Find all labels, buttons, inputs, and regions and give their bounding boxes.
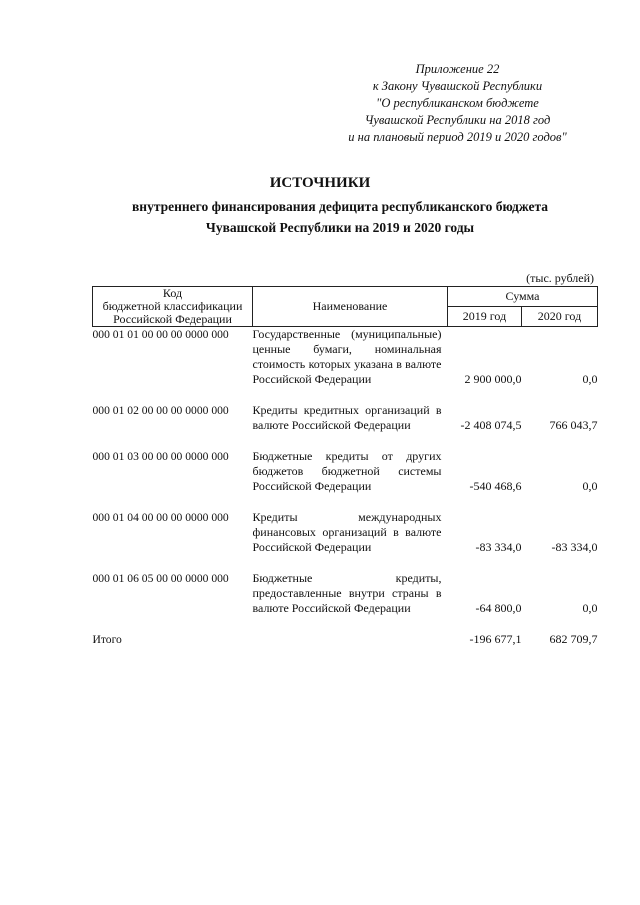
row-value-2020: -83 334,0 bbox=[551, 540, 598, 554]
row-name: Бюджетные кредиты, предоставленные внутри страны в валюте Российской Федерации bbox=[252, 571, 442, 615]
row-name: Бюджетные кредиты от других бюджетов бюджетной системы Российской Федерации bbox=[252, 449, 442, 493]
appendix-line: "О республиканском бюджете bbox=[376, 96, 539, 110]
total-row bbox=[93, 632, 598, 647]
row-value-2020: 0,0 bbox=[582, 372, 598, 386]
row-value-2020: 0,0 bbox=[582, 601, 598, 615]
subtitle-line: внутреннего финансирования дефицита республиканского бюджета bbox=[132, 199, 548, 214]
appendix-line: Чувашской Республики на 2018 год bbox=[364, 113, 551, 127]
row-value-2019: -83 334,0 bbox=[475, 540, 522, 554]
unit-label: (тыс. рублей) bbox=[526, 271, 594, 285]
table-row bbox=[93, 571, 598, 616]
row-code: 000 01 02 00 00 00 0000 000 bbox=[92, 404, 229, 417]
table-row bbox=[93, 510, 598, 555]
appendix-header bbox=[330, 61, 585, 146]
row-code: 000 01 01 00 00 00 0000 000 bbox=[92, 328, 229, 341]
total-name-empty bbox=[253, 632, 448, 647]
header-code bbox=[93, 287, 253, 327]
row-value-2020: 0,0 bbox=[582, 479, 598, 493]
header-code-line: бюджетной классификации bbox=[102, 299, 243, 313]
row-code: 000 01 03 00 00 00 0000 000 bbox=[92, 450, 229, 463]
row-value-2019: -2 408 074,5 bbox=[460, 418, 522, 432]
row-code: 000 01 04 00 00 00 0000 000 bbox=[92, 511, 229, 524]
header-code-line: Код bbox=[162, 286, 183, 300]
row-value-2020: 766 043,7 bbox=[549, 418, 598, 432]
row-name: Государственные (муниципальные) ценные бумаги, номинальная стоимость которых указана в валюте Российской Федерации bbox=[252, 327, 442, 386]
row-value-2019: -64 800,0 bbox=[475, 601, 522, 615]
table-row bbox=[93, 449, 598, 494]
header-name: Наименование bbox=[253, 287, 448, 327]
row-name: Кредиты международных финансовых организаций в валюте Российской Федерации bbox=[252, 510, 442, 554]
total-value-2019: -196 677,1 bbox=[469, 632, 522, 646]
document-title: ИСТОЧНИКИ bbox=[269, 175, 371, 191]
subtitle-line: Чувашской Республики на 2019 и 2020 годы bbox=[205, 220, 475, 235]
total-value-2020: 682 709,7 bbox=[549, 632, 598, 646]
row-value-2019: -540 468,6 bbox=[469, 479, 522, 493]
header-sum: Сумма bbox=[448, 287, 598, 307]
header-year-2019: 2019 год bbox=[448, 307, 522, 327]
row-code: 000 01 06 05 00 00 0000 000 bbox=[92, 572, 229, 585]
row-name: Кредиты кредитных организаций в валюте Российской Федерации bbox=[252, 403, 442, 432]
appendix-line: Приложение 22 bbox=[415, 62, 500, 76]
table-row bbox=[93, 327, 598, 388]
document-subtitle bbox=[60, 196, 620, 238]
table-header bbox=[93, 287, 598, 327]
financing-sources-table bbox=[92, 286, 598, 647]
table-row bbox=[93, 403, 598, 433]
header-year-2020: 2020 год bbox=[522, 307, 598, 327]
appendix-line: к Закону Чувашской Республики bbox=[372, 79, 543, 93]
appendix-line: и на плановый период 2019 и 2020 годов" bbox=[348, 130, 567, 144]
total-label: Итого bbox=[92, 633, 122, 646]
row-value-2019: 2 900 000,0 bbox=[464, 372, 522, 386]
table-body bbox=[93, 327, 598, 648]
header-code-line: Российской Федерации bbox=[113, 312, 232, 326]
